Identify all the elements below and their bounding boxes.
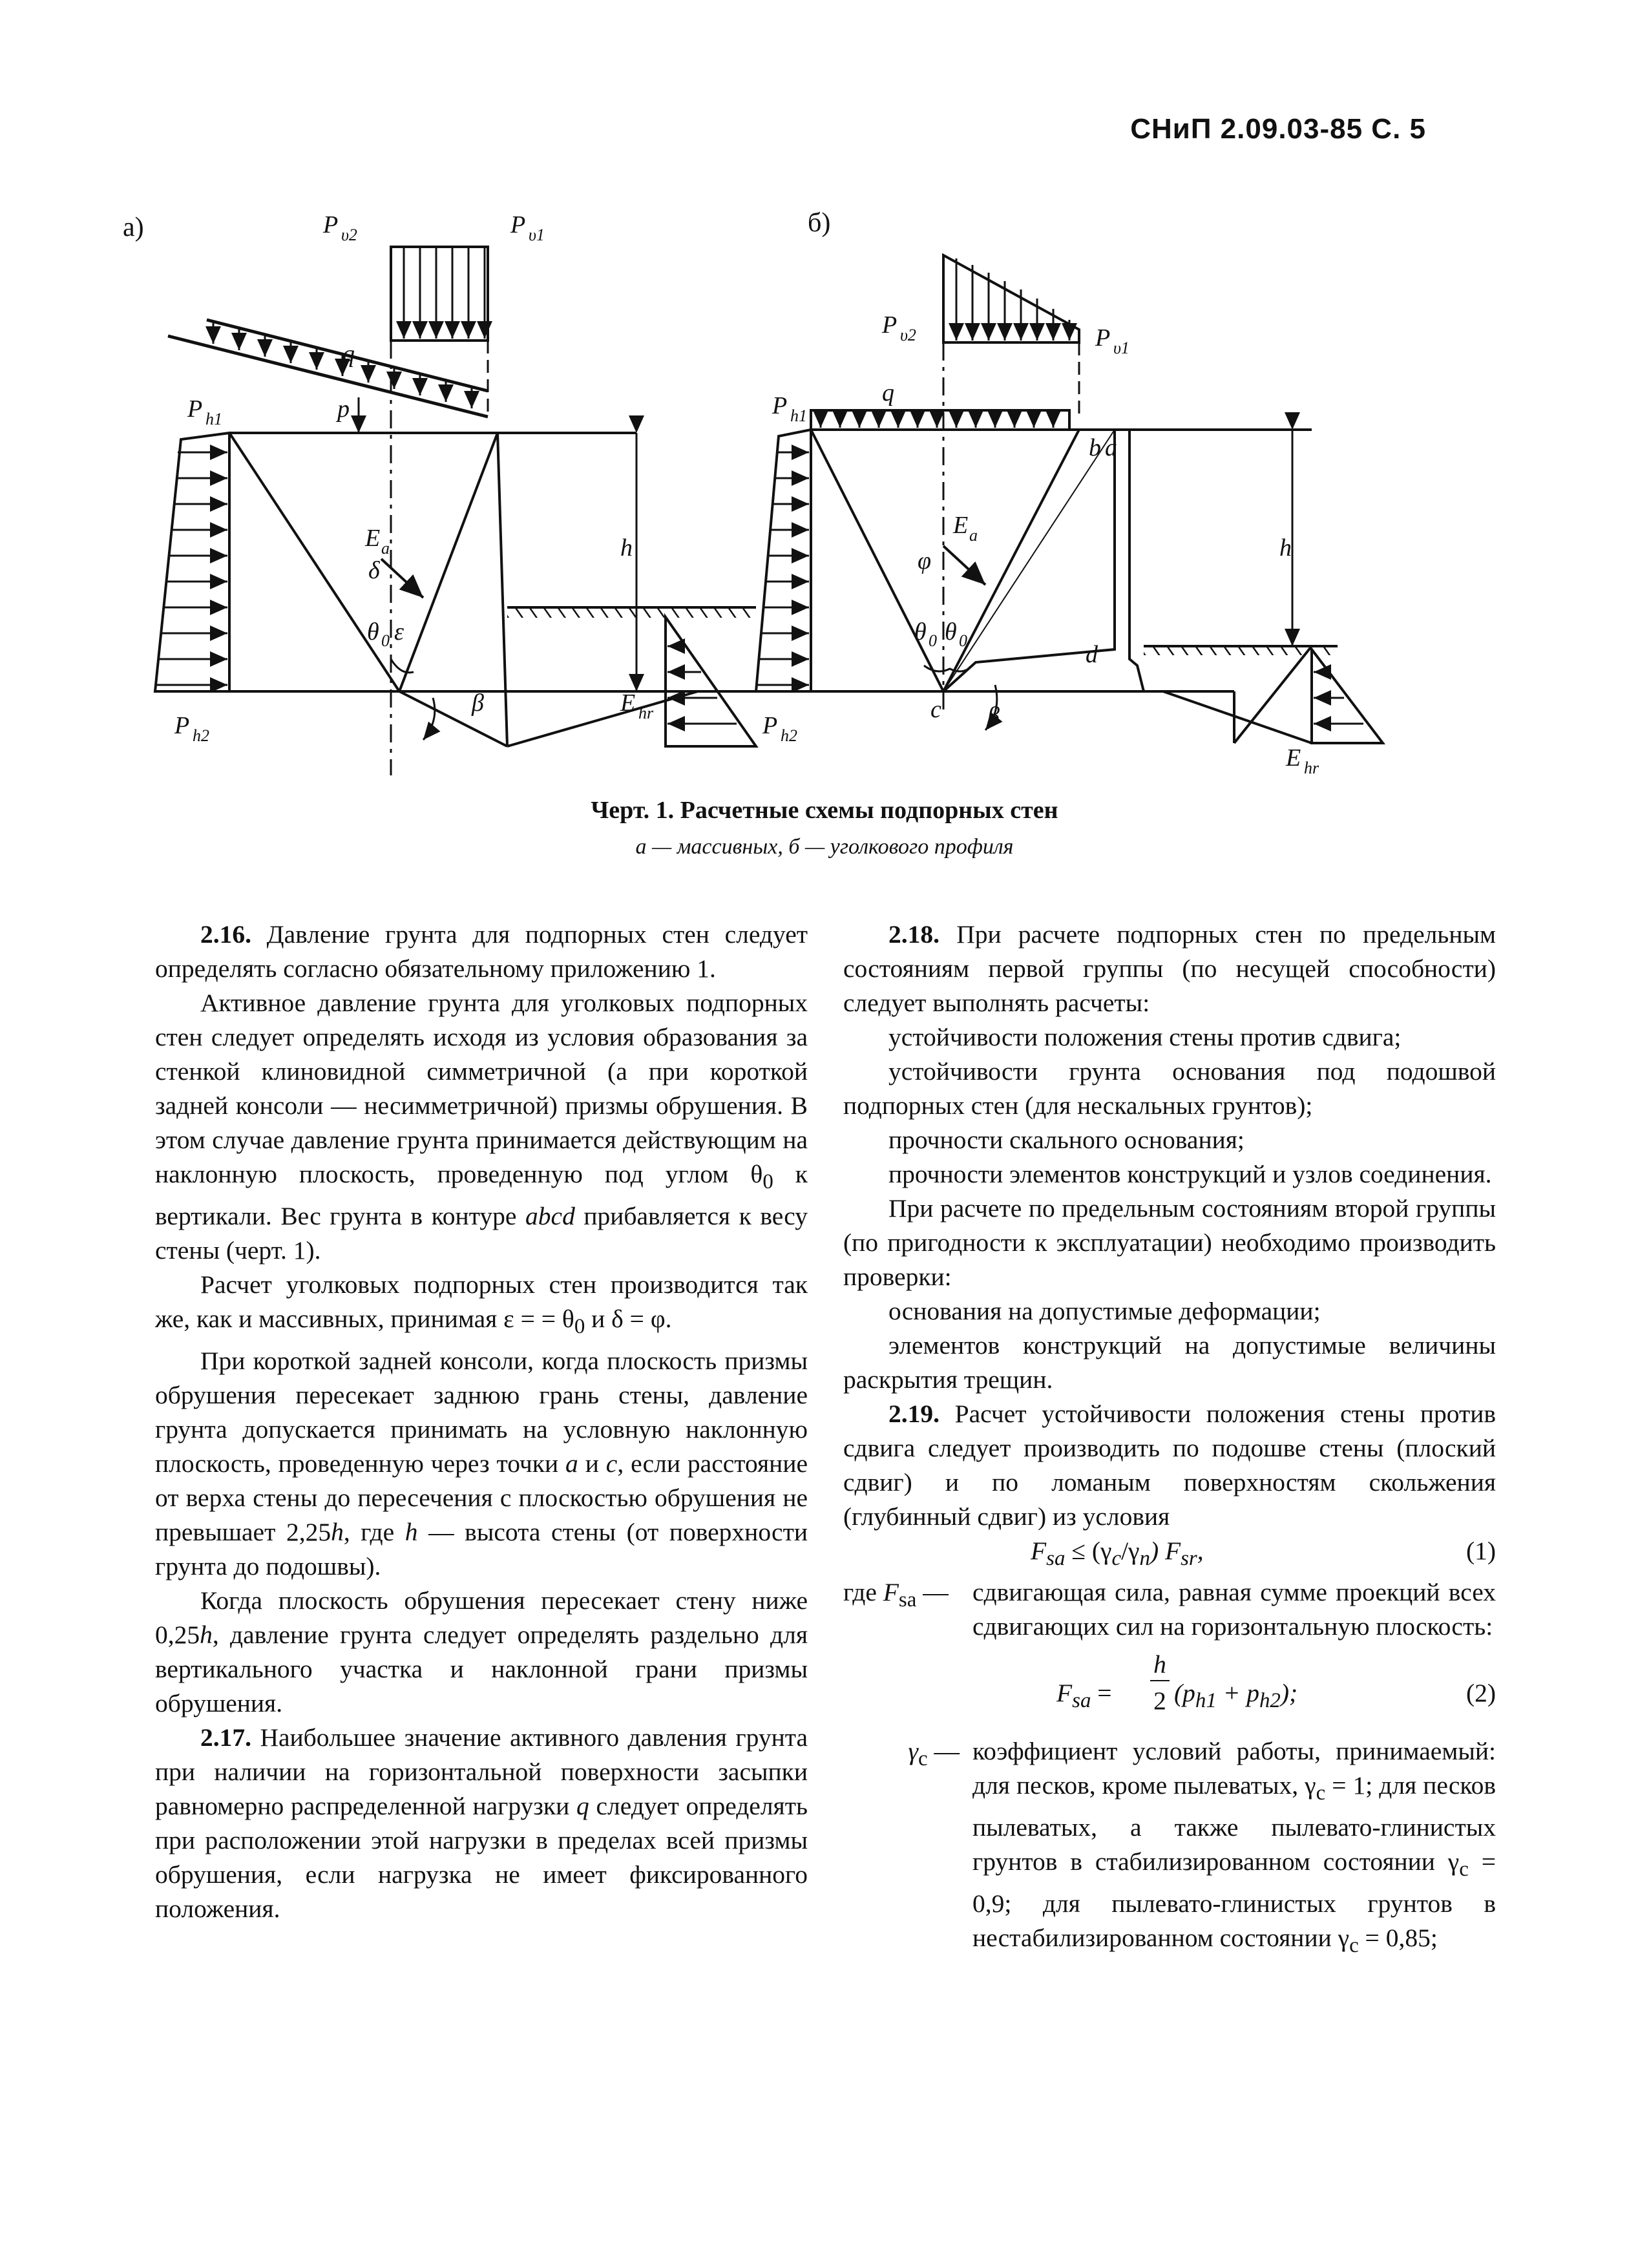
svg-text:β: β xyxy=(472,689,484,717)
left-column xyxy=(155,918,808,1926)
paragraph-plane-below: Когда плоскость обрушения пересекает стену ниже 0,25h, давление грунта следует определять раздельно для вертикального участка и наклонной грани призмы обрушения. xyxy=(155,1586,808,1717)
svg-text:c: c xyxy=(930,696,941,723)
panel-a-label: а) xyxy=(123,213,144,242)
paragraph-2-16: 2.16. Давление грунта для подпорных стен следует определять согласно обязательному приложению 1. xyxy=(155,920,808,983)
svg-text:θ: θ xyxy=(367,618,379,646)
svg-text:q: q xyxy=(882,379,894,406)
svg-text:h1: h1 xyxy=(790,406,807,425)
svg-text:h: h xyxy=(1279,534,1292,562)
svg-text:E: E xyxy=(1286,744,1301,772)
svg-text:0: 0 xyxy=(381,631,390,650)
paragraph-2-17: 2.17. Наибольшее значение активного давления грунта при наличии на горизонтальной поверхности засыпки равномерно распределенной нагрузки q следует определять при расположении этой нагрузки в пределах всей призмы обрушения, если нагрузка не имеет фиксированного положения. xyxy=(155,1723,808,1923)
paragraph-2-19: 2.19. Расчет устойчивости положения стены против сдвига следует производить по подошве стены (плоский сдвиг) и по ломаным поверхностям скольжения (глубинный сдвиг) из условия xyxy=(843,1400,1496,1531)
page-header: СНиП 2.09.03-85 С. 5 xyxy=(1130,113,1426,145)
svg-text:a: a xyxy=(969,526,978,545)
list-item-element-strength: прочности элементов конструкций и узлов соединения. xyxy=(888,1160,1492,1188)
svg-text:P: P xyxy=(1095,324,1111,352)
svg-text:P: P xyxy=(762,712,778,739)
svg-text:P: P xyxy=(882,311,898,339)
list-item-cracks: элементов конструкций на допустимые величины раскрытия трещин. xyxy=(843,1331,1496,1394)
svg-text:θ: θ xyxy=(945,618,957,646)
figure-caption-subtitle: а — массивных, б — уголкового профиля xyxy=(635,835,1014,859)
svg-text:υ2: υ2 xyxy=(341,226,357,244)
svg-text:p: p xyxy=(337,395,350,423)
svg-text:h2: h2 xyxy=(193,726,209,745)
svg-text:E: E xyxy=(953,512,969,539)
svg-text:0: 0 xyxy=(959,631,967,650)
svg-text:υ2: υ2 xyxy=(900,326,916,344)
right-column xyxy=(843,918,1496,1963)
svg-text:P: P xyxy=(174,712,190,739)
svg-text:h: h xyxy=(620,534,633,562)
paragraph-second-group: При расчете по предельным состояниям второй группы (по пригодности к эксплуатации) необходимо производить проверки: xyxy=(843,1194,1496,1291)
paragraph-2-18: 2.18. При расчете подпорных стен по предельным состояниям первой группы (по несущей способности) следует выполнять расчеты: xyxy=(843,920,1496,1017)
svg-text:d: d xyxy=(1086,641,1098,668)
svg-text:0: 0 xyxy=(929,631,937,650)
panel-a-labels xyxy=(174,211,654,745)
paragraph-angle-walls: Активное давление грунта для уголковых подпорных стен следует определять исходя из условия образования за стенкой клиновидной симметричной (а при короткой задней консоли — несимметричной) призмы обрушения. В этом случае давление грунта принимается действующим на наклонную плоскость, проведенную под углом $\theta_0$ к вертикали. Вес грунта в контуре abcd прибавляется к весу стены (черт. 1). xyxy=(155,989,808,1265)
equation-1: $F_{sa} \le (\gamma_c/\gamma_n)$ $F_{sr}$, (1) xyxy=(1031,1537,1496,1570)
svg-text:P: P xyxy=(510,211,526,238)
paragraph-short-console: При короткой задней консоли, когда плоскость призмы обрушения пересекает заднюю грань стены, давление грунта допускается принимать на условную наклонную плоскость, проведенную через точки a и c, если расстояние от верха стены до пересечения с плоскостью обрушения не превышает 2,25h, где h — высота стены (от поверхности грунта до подошвы). xyxy=(155,1346,808,1580)
paragraph-calculation: Расчет уголковых подпорных стен производится так же, как и массивных, принимая ε = = $\theta_0$ и δ = φ. xyxy=(155,1270,808,1338)
figure-caption-title: Черт. 1. Расчетные схемы подпорных стен xyxy=(591,797,1058,824)
svg-text:P: P xyxy=(323,211,339,238)
svg-text:E: E xyxy=(365,525,381,552)
list-item-rock-strength: прочности скального основания; xyxy=(888,1126,1245,1154)
retaining-wall-diagrams xyxy=(97,194,1389,775)
svg-text:E: E xyxy=(620,689,636,717)
svg-text:υ1: υ1 xyxy=(1113,339,1129,357)
list-item-deformations: основания на допустимые деформации; xyxy=(888,1297,1321,1325)
svg-text:P: P xyxy=(187,395,203,423)
svg-text:β: β xyxy=(987,702,1000,730)
panel-b-label: б) xyxy=(808,208,831,238)
svg-text:φ: φ xyxy=(918,547,932,574)
panel-a-diagram xyxy=(123,213,756,775)
svg-text:hr: hr xyxy=(1304,759,1319,775)
svg-text:h1: h1 xyxy=(205,410,222,428)
definition-fsa: где $F_{sa}$ — сдвигающая сила, равная сумме проекций всех сдвигающих сил на горизонтальную плоскость: xyxy=(843,1578,1496,1641)
svg-text:b: b xyxy=(1089,434,1101,461)
svg-text:q: q xyxy=(342,341,355,368)
svg-text:P: P xyxy=(772,392,788,419)
svg-text:h2: h2 xyxy=(781,726,797,745)
svg-text:θ: θ xyxy=(914,618,927,646)
svg-text:a: a xyxy=(1105,434,1117,461)
list-item-base-stability: устойчивости грунта основания под подошвой подпорных стен (для нескальных грунтов); xyxy=(843,1057,1496,1120)
svg-text:υ1: υ1 xyxy=(529,226,545,244)
definition-gamma-c: $\gamma_c$ — коэффициент условий работы, принимаемый: для песков, кроме пылеватых, $\gamma_c = 1$; для песков пылеватых, а также пылевато-глинистых грунтов в стабилизированном состоянии $\gamma_c = 0,9$; для пылевато-глинистых грунтов в нестабилизированном состоянии $\gamma_c = 0,85$; xyxy=(908,1737,1496,1957)
list-item-shear-stability: устойчивости положения стены против сдвига; xyxy=(888,1023,1402,1051)
panel-b-diagram xyxy=(756,208,1383,743)
svg-text:hr: hr xyxy=(638,704,654,722)
svg-text:ε: ε xyxy=(394,618,404,646)
svg-text:a: a xyxy=(381,539,390,558)
svg-text:δ: δ xyxy=(368,557,380,584)
equation-2: $F_{sa}$ = h 2 $(p_{h1} + p_{h2})$; (2) xyxy=(1056,1650,1496,1715)
